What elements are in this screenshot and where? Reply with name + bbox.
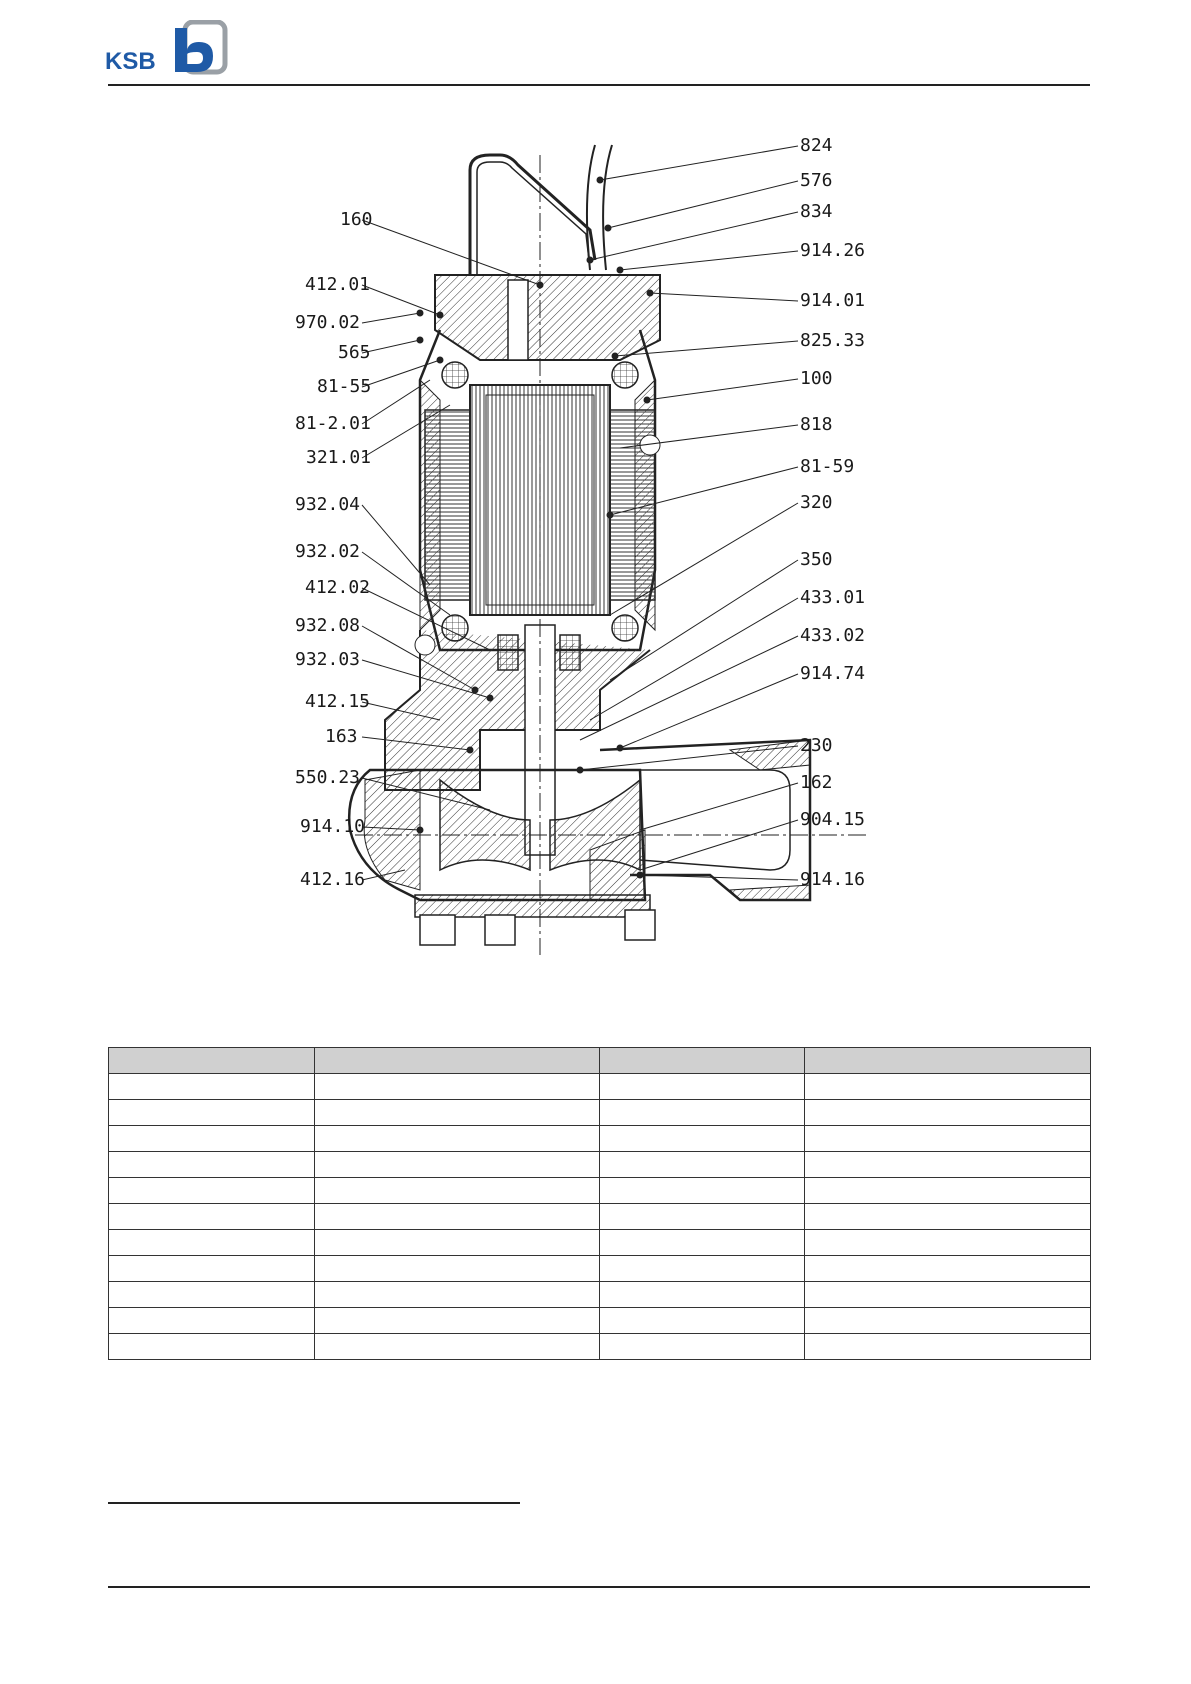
callout-932-04: 932.04 <box>295 494 361 515</box>
table-cell <box>315 1178 600 1204</box>
table-cell <box>315 1074 600 1100</box>
callout-100: 100 <box>800 368 833 389</box>
table-cell <box>109 1282 315 1308</box>
header-rule <box>108 84 1090 86</box>
parts-list-table <box>108 1047 1091 1360</box>
callout-914-16: 914.16 <box>800 869 866 890</box>
ksb-b-logo-icon <box>167 20 229 76</box>
callout-932-08: 932.08 <box>295 615 361 636</box>
table-row <box>109 1178 1091 1204</box>
table-cell <box>315 1204 600 1230</box>
table-cell <box>109 1178 315 1204</box>
table-cell <box>315 1230 600 1256</box>
table-cell <box>315 1256 600 1282</box>
table-cell <box>805 1126 1091 1152</box>
table-cell <box>600 1308 805 1334</box>
footer-rule <box>108 1586 1090 1588</box>
callout-825-33: 825.33 <box>800 330 866 351</box>
callout-320: 320 <box>800 492 833 513</box>
table-header-cell <box>600 1048 805 1074</box>
table-cell <box>109 1074 315 1100</box>
table-cell <box>805 1334 1091 1360</box>
table-cell <box>600 1126 805 1152</box>
callout-412-01: 412.01 <box>305 274 371 295</box>
footnote-rule <box>108 1502 520 1504</box>
table-cell <box>315 1126 600 1152</box>
table-cell <box>315 1152 600 1178</box>
table-cell <box>600 1230 805 1256</box>
callout-914-10: 914.10 <box>300 816 366 837</box>
table-header-row <box>109 1048 1091 1074</box>
table-cell <box>109 1334 315 1360</box>
table-cell <box>600 1334 805 1360</box>
table-cell <box>600 1152 805 1178</box>
table-cell <box>109 1230 315 1256</box>
table-row <box>109 1230 1091 1256</box>
callout-818: 818 <box>800 414 833 435</box>
callout-230: 230 <box>800 735 833 756</box>
table-cell <box>805 1074 1091 1100</box>
callout-834: 834 <box>800 201 833 222</box>
table-cell <box>805 1282 1091 1308</box>
table-cell <box>805 1100 1091 1126</box>
callout-160: 160 <box>340 209 373 230</box>
table-row <box>109 1152 1091 1178</box>
table-cell <box>600 1100 805 1126</box>
table-cell <box>805 1230 1091 1256</box>
callout-914-74: 914.74 <box>800 663 866 684</box>
callout-433-01: 433.01 <box>800 587 866 608</box>
table-cell <box>109 1256 315 1282</box>
table-cell <box>805 1152 1091 1178</box>
table-header-cell <box>315 1048 600 1074</box>
callout-932-03: 932.03 <box>295 649 361 670</box>
table-cell <box>600 1204 805 1230</box>
table-cell <box>600 1282 805 1308</box>
table-cell <box>109 1204 315 1230</box>
table-row <box>109 1074 1091 1100</box>
table-cell <box>109 1100 315 1126</box>
table-cell <box>805 1178 1091 1204</box>
table-row <box>109 1100 1091 1126</box>
table-row <box>109 1334 1091 1360</box>
table-header-cell <box>805 1048 1091 1074</box>
callout-904-15: 904.15 <box>800 809 866 830</box>
table-cell <box>315 1100 600 1126</box>
table-cell <box>805 1308 1091 1334</box>
callout-81-55: 81-55 <box>317 376 372 397</box>
callout-914-26: 914.26 <box>800 240 866 261</box>
table-row <box>109 1256 1091 1282</box>
callout-824: 824 <box>800 135 833 156</box>
callout-970-02: 970.02 <box>295 312 361 333</box>
callout-412-02: 412.02 <box>305 577 371 598</box>
table-row <box>109 1204 1091 1230</box>
table-cell <box>315 1282 600 1308</box>
callout-163: 163 <box>325 726 358 747</box>
table-cell <box>109 1126 315 1152</box>
callout-914-01: 914.01 <box>800 290 866 311</box>
table-cell <box>600 1178 805 1204</box>
pump-sectional-drawing <box>290 130 940 970</box>
table-row <box>109 1282 1091 1308</box>
callout-81-2-01: 81-2.01 <box>295 413 371 434</box>
callout-321-01: 321.01 <box>306 447 372 468</box>
callout-162: 162 <box>800 772 833 793</box>
ksb-logo <box>105 20 230 78</box>
callout-433-02: 433.02 <box>800 625 866 646</box>
callout-350: 350 <box>800 549 833 570</box>
table-cell <box>315 1334 600 1360</box>
table-cell <box>109 1308 315 1334</box>
table-cell <box>109 1152 315 1178</box>
callout-932-02: 932.02 <box>295 541 361 562</box>
callout-550-23: 550.23 <box>295 767 361 788</box>
table-cell <box>600 1074 805 1100</box>
table-row <box>109 1308 1091 1334</box>
callout-412-16: 412.16 <box>300 869 366 890</box>
table-cell <box>315 1308 600 1334</box>
table-header-cell <box>109 1048 315 1074</box>
callout-81-59: 81-59 <box>800 456 855 477</box>
table-cell <box>805 1204 1091 1230</box>
table-row <box>109 1126 1091 1152</box>
callout-565: 565 <box>338 342 371 363</box>
callout-412-15: 412.15 <box>305 691 371 712</box>
table-cell <box>600 1256 805 1282</box>
callout-576: 576 <box>800 170 833 191</box>
table-cell <box>805 1256 1091 1282</box>
brand-name: KSB <box>105 48 156 75</box>
